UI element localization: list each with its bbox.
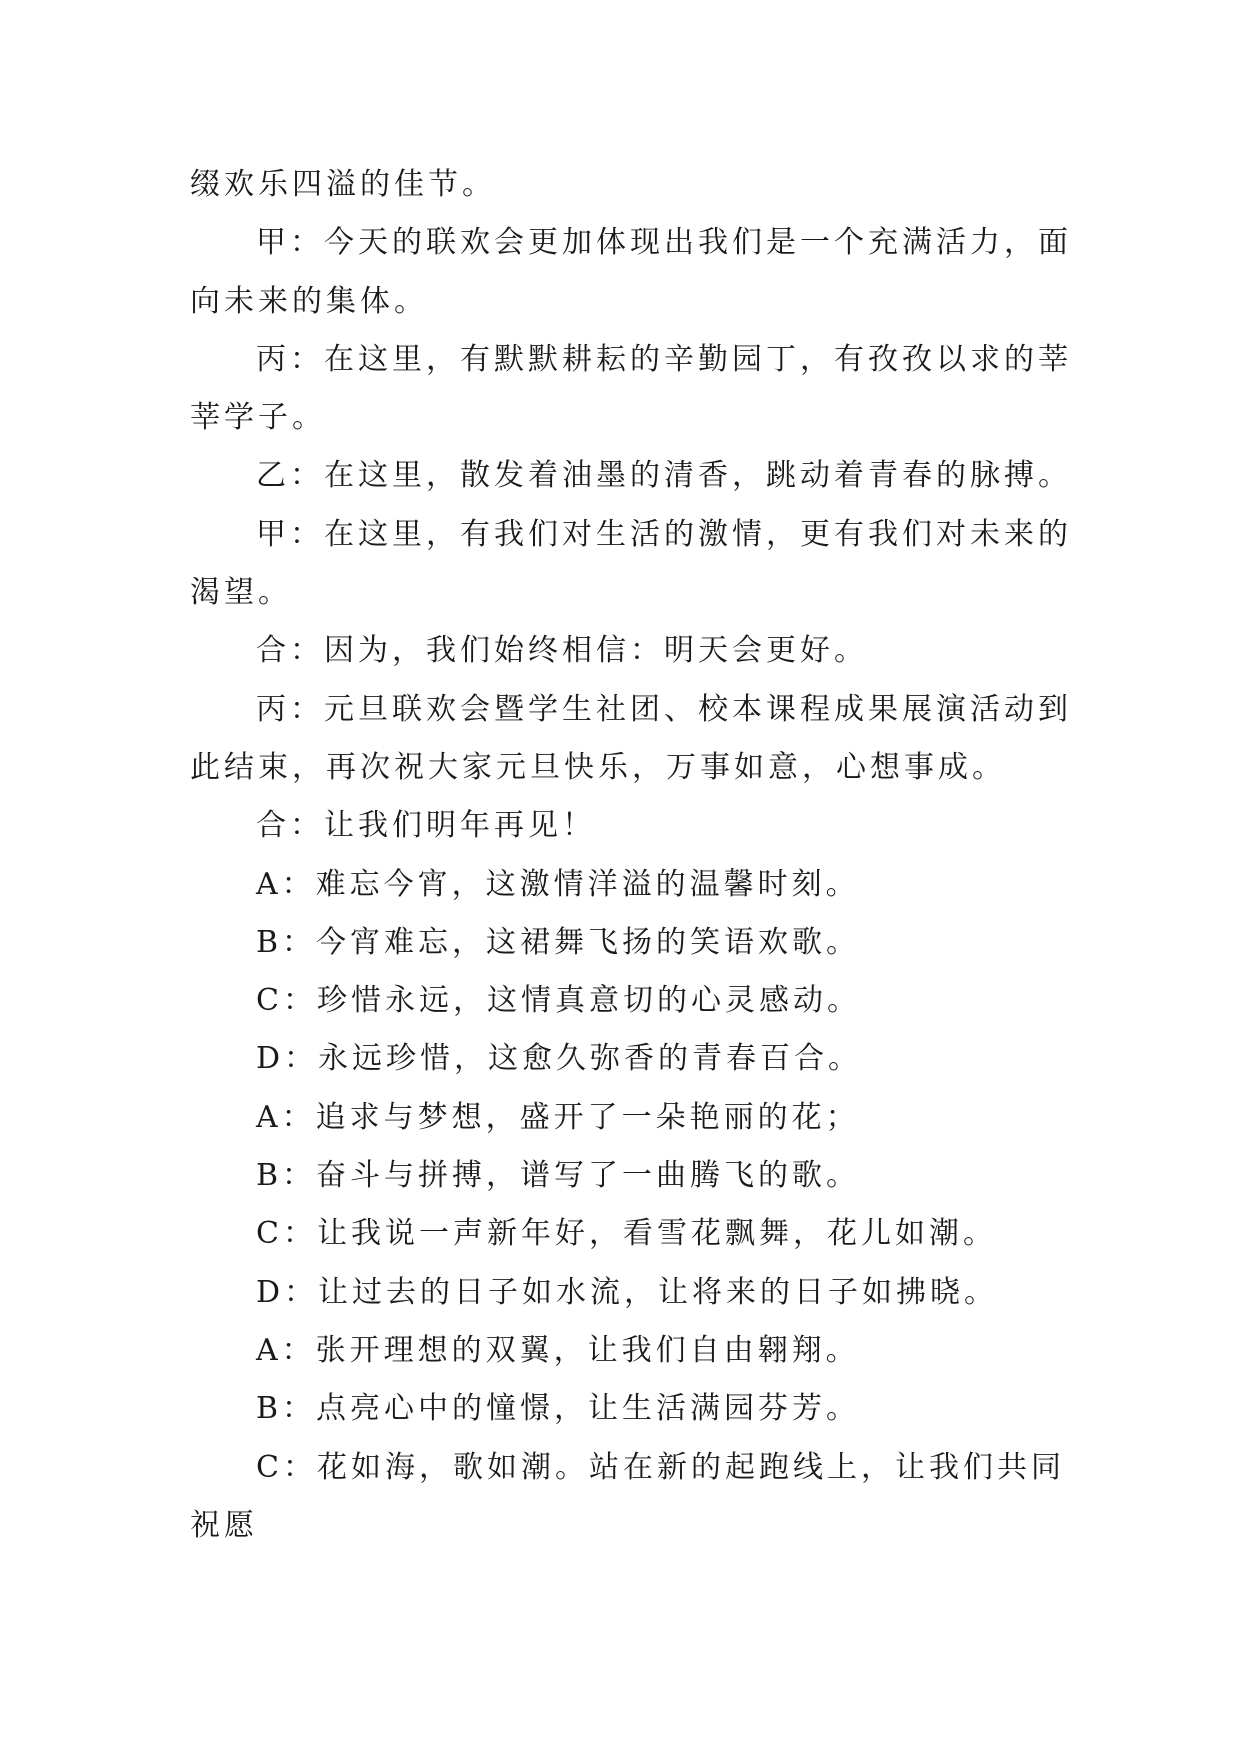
text-line: A：追求与梦想，盛开了一朵艳丽的花；	[256, 1099, 860, 1135]
text-line: 丙：在这里，有默默耕耘的辛勤园丁，有孜孜以求的莘	[256, 341, 1072, 377]
text-line: 甲：今天的联欢会更加体现出我们是一个充满活力，面	[256, 225, 1072, 261]
text-line: 合：因为，我们始终相信：明天会更好。	[256, 633, 868, 669]
text-line: 丙：元旦联欢会暨学生社团、校本课程成果展演活动到	[256, 691, 1072, 727]
text-line: B：奋斗与拼搏，谱写了一曲腾飞的歌。	[256, 1158, 861, 1194]
text-line: B：今宵难忘，这裙舞飞扬的笑语欢歌。	[256, 924, 861, 960]
text-line: C：让我说一声新年好，看雪花飘舞，花儿如潮。	[256, 1216, 997, 1252]
text-line: 向未来的集体。	[190, 283, 428, 319]
text-line: 渴望。	[190, 575, 292, 611]
text-line: 乙：在这里，散发着油墨的清香，跳动着青春的脉搏。	[256, 458, 1072, 494]
text-line: 缀欢乐四溢的佳节。	[190, 167, 496, 202]
text-line: D：永远珍惜，这愈久弥香的青春百合。	[256, 1041, 863, 1077]
text-line: 此结束，再次祝大家元旦快乐，万事如意，心想事成。	[190, 749, 1006, 785]
text-line: D：让过去的日子如水流，让将来的日子如拂晓。	[256, 1274, 999, 1310]
text-line: 甲：在这里，有我们对生活的激情，更有我们对未来的	[256, 516, 1072, 552]
text-line: 莘学子。	[190, 400, 326, 436]
text-line: A：难忘今宵，这激情洋溢的温馨时刻。	[256, 866, 860, 902]
text-line: B：点亮心中的憧憬，让生活满园芬芳。	[256, 1391, 861, 1427]
text-line: 祝愿	[190, 1507, 258, 1543]
text-line: C：珍惜永远，这情真意切的心灵感动。	[256, 983, 861, 1019]
text-line: A：张开理想的双翼，让我们自由翱翔。	[256, 1332, 860, 1368]
text-line: C：花如海，歌如潮。站在新的起跑线上，让我们共同	[256, 1449, 1065, 1485]
document-text-body	[190, 156, 1070, 1555]
text-line: 合：让我们明年再见！	[256, 808, 596, 844]
